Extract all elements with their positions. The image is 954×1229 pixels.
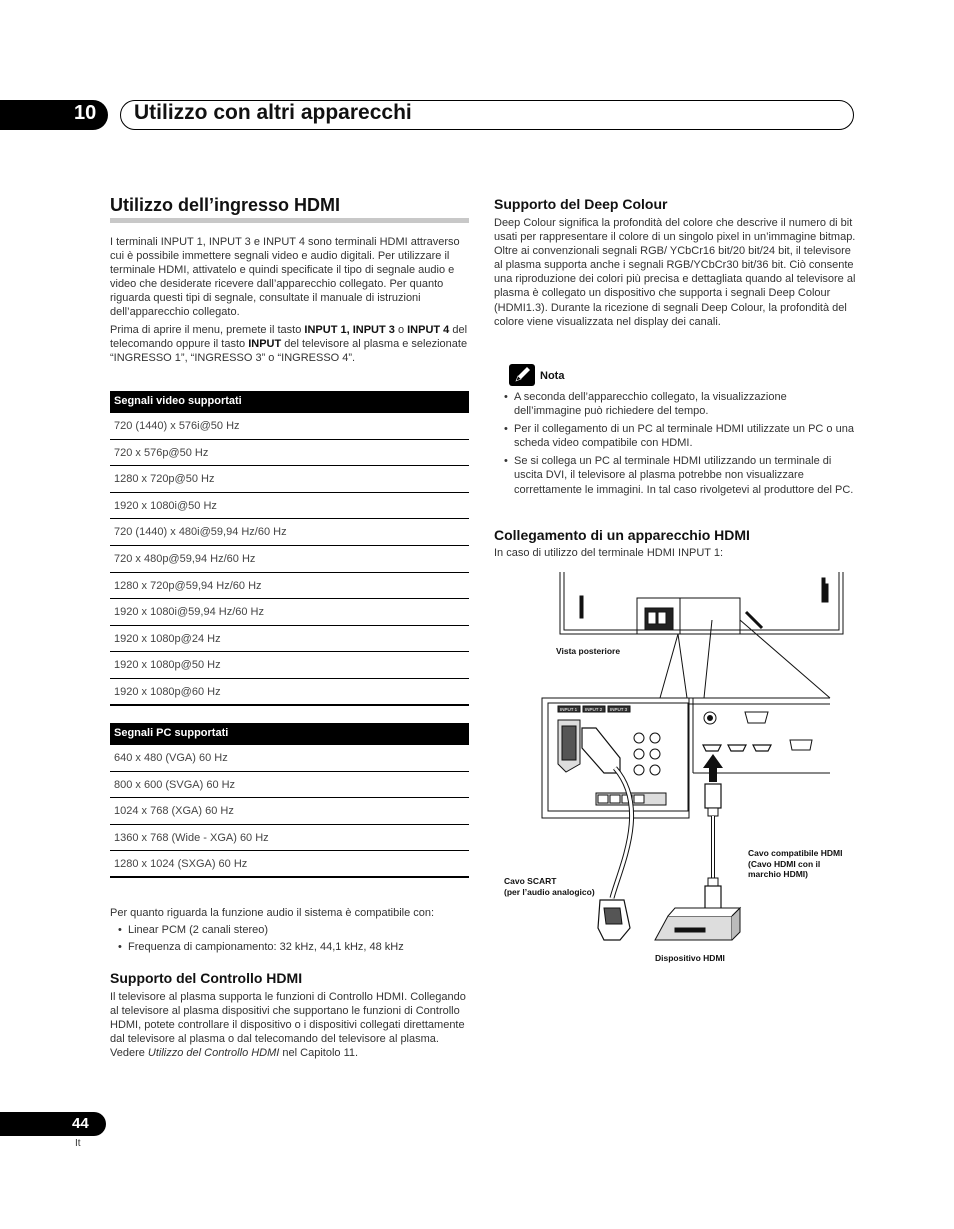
scart-cable-label: Cavo SCART (per l’audio analogico) — [504, 876, 595, 897]
port-label-input2: INPUT 2 — [585, 707, 603, 712]
pc-table-header: Segnali PC supportati — [110, 723, 469, 745]
table-row: 1920 x 1080i@50 Hz — [110, 493, 469, 520]
table-row: 1280 x 720p@59,94 Hz/60 Hz — [110, 573, 469, 600]
audio-list — [116, 923, 471, 954]
page-language: It — [75, 1138, 81, 1149]
chapter-number: 10 — [74, 102, 97, 124]
menu-paragraph: Prima di aprire il menu, premete il tasto INPUT 1, INPUT 3 o INPUT 4 del telecomando oppure il tasto INPUT del televisore al plasma e selezionate “INGRESSO 1”, “INGRESSO 3” o “INGRESSO 4”. — [110, 324, 468, 365]
table-row: 720 (1440) x 480i@59,94 Hz/60 Hz — [110, 519, 469, 546]
chapter-title: Utilizzo con altri apparecchi — [134, 101, 412, 124]
table-row: 1360 x 768 (Wide - XGA) 60 Hz — [110, 825, 469, 852]
hdmi-device-label: Dispositivo HDMI — [655, 953, 725, 963]
table-row: 1920 x 1080p@60 Hz — [110, 679, 469, 706]
list-item: • Se si collega un PC al terminale HDMI utilizzando un terminale di uscita DVI, il televisore al plasma potrebbe non visualizzare correttamente le immagini. In tal caso rivolgetevi al produttore del PC. — [502, 454, 855, 496]
table-row: 1280 x 720p@50 Hz — [110, 466, 469, 493]
control-paragraph: Il televisore al plasma supporta le funzioni di Controllo HDMI. Collegando al televisore al plasma dispositivi che supportano le funzioni di Controllo HDMI, potete controllare il dispositivo o i dispositivi collegati direttamente dal televisore al plasma o dal telecomando del televisore al plasma. Vedere Utilizzo del Controllo HDMI nel Capitolo 11. — [110, 991, 466, 1060]
hdmi-device — [655, 908, 740, 940]
audio-intro: Per quanto riguarda la funzione audio il sistema è compatibile con: — [110, 907, 435, 919]
connect-title: Collegamento di un apparecchio HDMI — [494, 527, 750, 543]
deep-colour-paragraph: Deep Colour significa la profondità del colore che descrive il numero di bit usati per rappresentare il colore di un singolo pixel in un’immagine bitmap. Oltre ai convenzionali segnali RGB/ YCbCr16 bit/20 bit/24 bit, il televisore al plasma supporta anche i segnali RGB/YCbCr30 bit/36 bit. Ciò consente una riproduzione dei colori più precisa e dettagliata quando al televisore al plasma è collegato un dispositivo che supporta i segnali Deep Colour (HDMI1.3). Durante la ricezione di segnali Deep Colour, la profondità del colore viene visualizzata nel display dei canali. — [494, 217, 856, 328]
table-row: 720 (1440) x 576i@50 Hz — [110, 413, 469, 440]
hdmi-arrow — [703, 754, 723, 782]
control-title: Supporto del Controllo HDMI — [110, 970, 303, 986]
section-title-rule — [110, 218, 469, 223]
connect-paragraph: In caso di utilizzo del terminale HDMI INPUT 1: — [494, 547, 724, 559]
connection-diagram-svg — [500, 568, 850, 968]
pc-signals-table — [110, 723, 469, 878]
port-label-input1: INPUT 1 — [560, 707, 578, 712]
list-item: • Linear PCM (2 canali stereo) — [116, 923, 471, 937]
tv-rear-panel — [560, 572, 843, 634]
table-row: 800 x 600 (SVGA) 60 Hz — [110, 772, 469, 799]
hdmi-cable-label: Cavo compatibile HDMI (Cavo HDMI con il marchio HDMI) — [748, 848, 843, 879]
table-row: 1280 x 1024 (SXGA) 60 Hz — [110, 851, 469, 878]
rear-view-label: Vista posteriore — [556, 646, 621, 656]
section-title-hdmi-input: Utilizzo dell’ingresso HDMI — [110, 195, 341, 215]
scart-cable — [582, 728, 632, 940]
table-row: 720 x 480p@59,94 Hz/60 Hz — [110, 546, 469, 573]
table-row: 720 x 576p@50 Hz — [110, 440, 469, 467]
page-tab — [0, 1112, 106, 1136]
list-item: • Per il collegamento di un PC al terminale HDMI utilizzate un PC o una scheda video compatibile con HDMI. — [502, 422, 855, 450]
list-item: • Frequenza di campionamento: 32 kHz, 44,1 kHz, 48 kHz — [116, 940, 471, 954]
table-row: 1920 x 1080p@50 Hz — [110, 652, 469, 679]
list-item: • A seconda dell’apparecchio collegato, la visualizzazione dell’immagine può richiedere del tempo. — [502, 390, 855, 418]
table-row: 640 x 480 (VGA) 60 Hz — [110, 745, 469, 772]
intro-paragraph: I terminali INPUT 1, INPUT 3 e INPUT 4 sono terminali HDMI attraverso cui è possibile immettere segnali video e audio digitali. Per utilizzare il terminale HDMI, attivatelo e quindi specificate il tipo di segnale audio e video che desiderate ricevere dall’apparecchio collegato. Per quanto riguarda questi tipi di segnale, consultate il manuale di istruzioni dell’apparecchio collegato. — [110, 236, 460, 319]
table-row: 1024 x 768 (XGA) 60 Hz — [110, 798, 469, 825]
deep-colour-title: Supporto del Deep Colour — [494, 196, 668, 212]
note-list — [502, 390, 855, 497]
port-label-input3: INPUT 3 — [610, 707, 628, 712]
hdmi-cable — [705, 784, 721, 910]
table-row: 1920 x 1080p@24 Hz — [110, 626, 469, 653]
note-label: Nota — [540, 370, 565, 382]
video-signals-table — [110, 391, 469, 706]
table-row: 1920 x 1080i@59,94 Hz/60 Hz — [110, 599, 469, 626]
connection-diagram — [500, 568, 850, 968]
page-number: 44 — [72, 1115, 89, 1132]
video-table-header: Segnali video supportati — [110, 391, 469, 413]
note-pencil-icon — [509, 364, 535, 386]
